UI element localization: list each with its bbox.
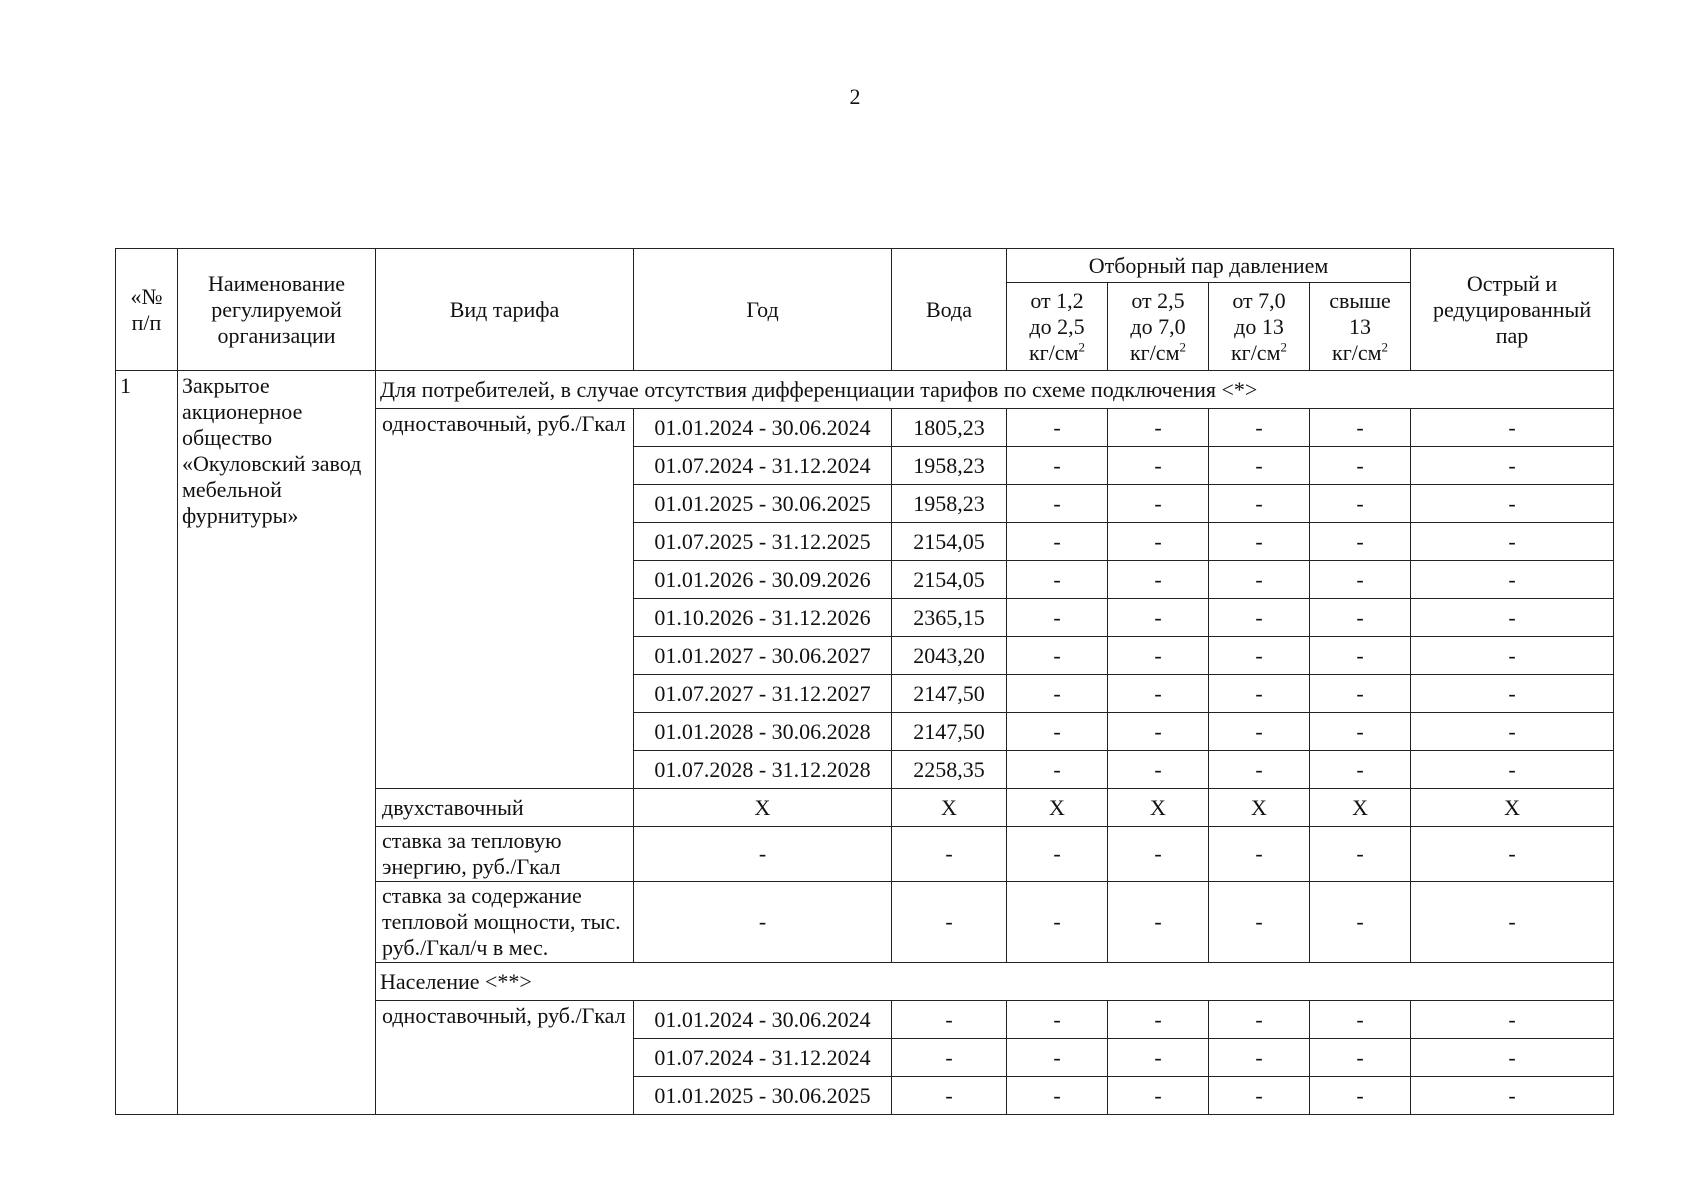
steam-cell-s1: X [1007,789,1108,827]
steam-cell-s4: - [1310,827,1411,882]
period-cell: - [634,827,892,882]
period-cell: - [634,882,892,963]
page-number: 2 [849,84,861,109]
steam-cell-s1: - [1007,827,1108,882]
steam-cell-s1: - [1007,599,1108,637]
sharp-steam-cell: - [1411,637,1614,675]
steam-cell-s1: - [1007,1077,1108,1115]
org-number: 1 [116,371,178,1115]
steam-cell-s1: - [1007,751,1108,789]
steam-col-line1: от 2,5 [1131,287,1185,313]
steam-cell-s3: - [1209,1077,1310,1115]
steam-cell-s4: - [1310,1001,1411,1039]
sharp-steam-cell: - [1411,675,1614,713]
period-cell: 01.01.2025 - 30.06.2025 [634,485,892,523]
steam-cell-s3: - [1209,713,1310,751]
steam-cell-s2: - [1108,409,1209,447]
steam-cell-s1: - [1007,447,1108,485]
sharp-steam-cell: - [1411,827,1614,882]
steam-cell-s2: - [1108,599,1209,637]
sharp-steam-cell: - [1411,882,1614,963]
steam-cell-s1: - [1007,409,1108,447]
steam-cell-s2: - [1108,447,1209,485]
steam-cell-s2: - [1108,1039,1209,1077]
steam-col-unit-text: кг/см [1230,339,1281,365]
header-steam-group: Отборный пар давлением [1007,249,1411,283]
steam-cell-s2: - [1108,1077,1209,1115]
section-title-population: Население <**> [376,963,1614,1001]
steam-cell-s4: - [1310,561,1411,599]
water-cell: 2147,50 [892,713,1007,751]
sharp-steam-cell: - [1411,599,1614,637]
org-name: Закрытое акционерное общество «Окуловский завод мебельной фурнитуры» [178,371,376,1115]
period-cell: 01.01.2024 - 30.06.2024 [634,409,892,447]
period-cell: 01.01.2025 - 30.06.2025 [634,1077,892,1115]
steam-col-line1: от 1,2 [1030,287,1084,313]
steam-cell-s3: - [1209,827,1310,882]
steam-col-line1: от 7,0 [1232,287,1286,313]
steam-col-line2: 13 [1349,313,1372,339]
tariff-type-capacity-rate: ставка за содержание тепловой мощности, тыс. руб./Гкал/ч в мес. [376,882,634,963]
steam-cell-s3: - [1209,485,1310,523]
sharp-steam-cell: - [1411,447,1614,485]
steam-cell-s2: - [1108,751,1209,789]
period-cell: X [634,789,892,827]
water-cell: - [892,1001,1007,1039]
tariff-type-heat-rate: ставка за тепловую энергию, руб./Гкал [376,827,634,882]
steam-cell-s3: - [1209,675,1310,713]
tariff-type-two-rate: двухставочный [376,789,634,827]
steam-col-unit-text: кг/см [1028,339,1079,365]
steam-cell-s4: X [1310,789,1411,827]
steam-cell-s1: - [1007,637,1108,675]
steam-col-line1: свыше [1329,287,1391,313]
steam-cell-s2: - [1108,561,1209,599]
steam-col-unit [1112,340,1204,366]
steam-cell-s3: - [1209,523,1310,561]
header-year: Год [634,249,892,371]
steam-cell-s1: - [1007,561,1108,599]
steam-cell-s1: - [1007,523,1108,561]
steam-col-unit-text: кг/см [1129,339,1180,365]
sharp-steam-cell: - [1411,523,1614,561]
steam-cell-s2: - [1108,882,1209,963]
sharp-steam-cell: - [1411,561,1614,599]
period-cell: 01.10.2026 - 31.12.2026 [634,599,892,637]
header-steam-col-4 [1310,283,1411,371]
steam-col-unit [1213,340,1305,366]
water-cell: 1958,23 [892,447,1007,485]
steam-cell-s3: - [1209,1001,1310,1039]
water-cell: 2154,05 [892,561,1007,599]
steam-cell-s3: - [1209,409,1310,447]
steam-cell-s4: - [1310,713,1411,751]
header-water: Вода [892,249,1007,371]
steam-cell-s1: - [1007,1001,1108,1039]
period-cell: 01.07.2024 - 31.12.2024 [634,1039,892,1077]
steam-cell-s3: - [1209,599,1310,637]
period-cell: 01.01.2024 - 30.06.2024 [634,1001,892,1039]
steam-cell-s4: - [1310,675,1411,713]
steam-cell-s4: - [1310,409,1411,447]
water-cell: 2365,15 [892,599,1007,637]
sharp-steam-cell: - [1411,1039,1614,1077]
period-cell: 01.01.2028 - 30.06.2028 [634,713,892,751]
steam-cell-s1: - [1007,882,1108,963]
water-cell: 2258,35 [892,751,1007,789]
steam-cell-s3: - [1209,882,1310,963]
steam-col-line2: до 2,5 [1029,313,1085,339]
steam-cell-s4: - [1310,1039,1411,1077]
steam-cell-s4: - [1310,523,1411,561]
steam-cell-s1: - [1007,713,1108,751]
steam-col-unit-sup: 2 [1381,339,1389,355]
steam-col-line2: до 13 [1234,313,1284,339]
steam-cell-s4: - [1310,882,1411,963]
sharp-steam-cell: - [1411,751,1614,789]
steam-cell-s4: - [1310,447,1411,485]
steam-col-unit [1011,340,1103,366]
steam-cell-s4: - [1310,485,1411,523]
water-cell: X [892,789,1007,827]
steam-cell-s3: - [1209,561,1310,599]
header-num: «№ п/п [116,249,178,371]
water-cell: 2147,50 [892,675,1007,713]
period-cell: 01.01.2027 - 30.06.2027 [634,637,892,675]
steam-cell-s3: X [1209,789,1310,827]
steam-cell-s4: - [1310,637,1411,675]
header-tariff-type: Вид тарифа [376,249,634,371]
water-cell: 1805,23 [892,409,1007,447]
tariff-type-single-rate: одноставочный, руб./Гкал [376,1001,634,1115]
period-cell: 01.07.2025 - 31.12.2025 [634,523,892,561]
steam-cell-s4: - [1310,599,1411,637]
steam-cell-s4: - [1310,751,1411,789]
steam-cell-s3: - [1209,637,1310,675]
sharp-steam-cell: - [1411,713,1614,751]
header-steam-col-3 [1209,283,1310,371]
steam-col-unit-sup: 2 [1280,339,1287,355]
steam-cell-s1: - [1007,485,1108,523]
water-cell: - [892,1077,1007,1115]
period-cell: 01.01.2026 - 30.09.2026 [634,561,892,599]
header-steam-col-2 [1108,283,1209,371]
water-cell: 2154,05 [892,523,1007,561]
water-cell: 2043,20 [892,637,1007,675]
steam-cell-s2: - [1108,675,1209,713]
steam-cell-s2: - [1108,523,1209,561]
steam-cell-s2: - [1108,1001,1209,1039]
steam-col-unit [1314,340,1406,366]
tariff-table [115,248,1614,1115]
steam-cell-s3: - [1209,751,1310,789]
steam-cell-s3: - [1209,1039,1310,1077]
steam-cell-s2: - [1108,485,1209,523]
steam-col-unit-text: кг/см [1332,339,1382,365]
sharp-steam-cell: - [1411,1077,1614,1115]
section-title-consumers: Для потребителей, в случае отсутствия дифференциации тарифов по схеме подключения <*> [376,371,1614,409]
steam-col-unit-sup: 2 [1078,339,1085,355]
header-steam-col-1 [1007,283,1108,371]
steam-cell-s2: - [1108,713,1209,751]
water-cell: - [892,827,1007,882]
header-org: Наименование регулируемой организации [178,249,376,371]
period-cell: 01.07.2024 - 31.12.2024 [634,447,892,485]
steam-cell-s1: - [1007,675,1108,713]
steam-col-line2: до 7,0 [1130,313,1186,339]
steam-cell-s2: - [1108,637,1209,675]
steam-cell-s1: - [1007,1039,1108,1077]
steam-cell-s3: - [1209,447,1310,485]
water-cell: - [892,882,1007,963]
steam-col-unit-sup: 2 [1179,339,1186,355]
period-cell: 01.07.2027 - 31.12.2027 [634,675,892,713]
steam-cell-s2: X [1108,789,1209,827]
section-row-consumers [116,371,1614,409]
sharp-steam-cell: X [1411,789,1614,827]
period-cell: 01.07.2028 - 31.12.2028 [634,751,892,789]
water-cell: - [892,1039,1007,1077]
sharp-steam-cell: - [1411,1001,1614,1039]
water-cell: 1958,23 [892,485,1007,523]
sharp-steam-cell: - [1411,409,1614,447]
steam-cell-s2: - [1108,827,1209,882]
sharp-steam-cell: - [1411,485,1614,523]
header-sharp-steam: Острый и редуцированный пар [1411,249,1614,371]
tariff-type-single-rate: одноставочный, руб./Гкал [376,409,634,789]
steam-cell-s4: - [1310,1077,1411,1115]
